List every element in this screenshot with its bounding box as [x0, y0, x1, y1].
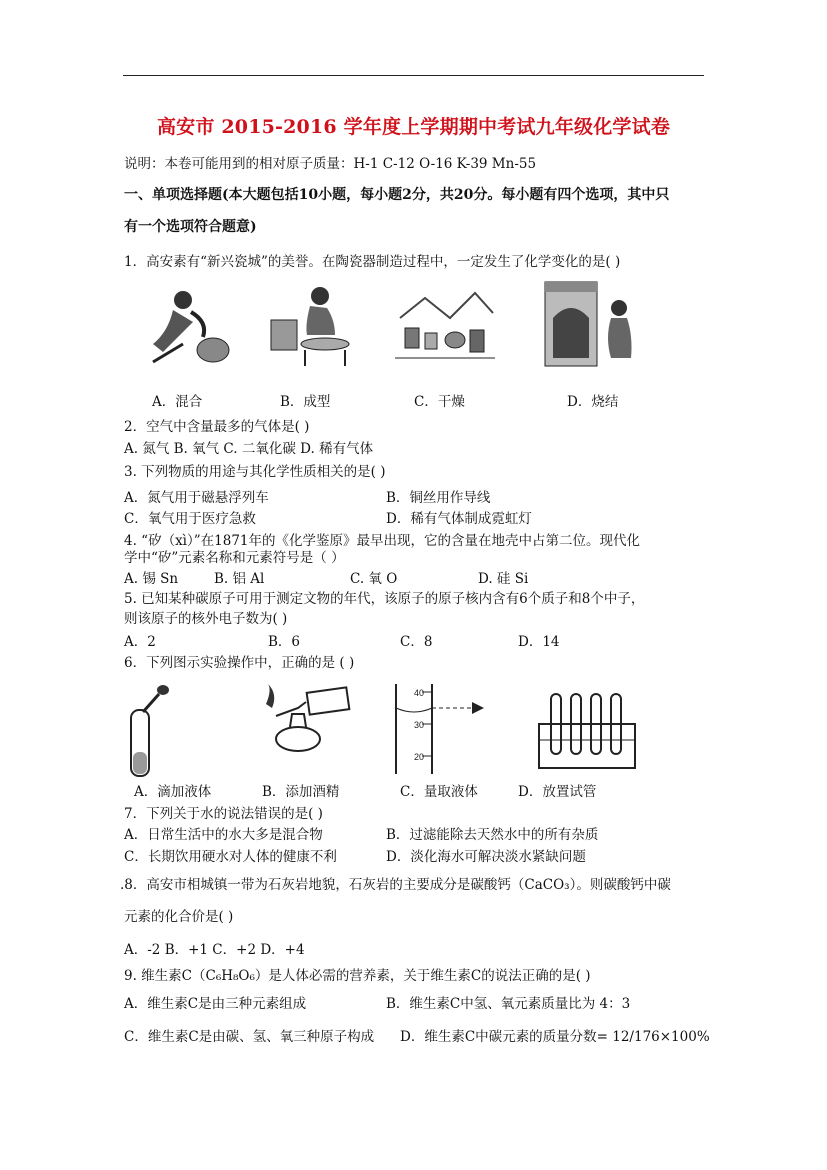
q3-option-d: D．稀有气体制成霓虹灯 [386, 511, 532, 527]
q3-option-c: C．氧气用于医疗急救 [124, 511, 256, 527]
section-heading-line2: 有一个选项符合题意) [124, 219, 257, 235]
q4-option-d: D. 硅 Si [478, 571, 529, 587]
q9-option-b: B．维生素C中氢、氧元素质量比为 4：3 [386, 996, 631, 1012]
question-2-stem: 2．空气中含量最多的气体是( ) [124, 419, 310, 435]
q7-option-d: D．淡化海水可解决淡水紧缺问题 [386, 849, 586, 865]
question-8-options: A．-2 B．+1 C．+2 D．+4 [124, 942, 305, 958]
q6-option-d: D．放置试管 [518, 784, 597, 800]
q4-option-c: C. 氧 O [350, 571, 398, 587]
question-5-line1: 5. 已知某种碳原子可用于测定文物的年代，该原子的原子核内含有6个质子和8个中子， [124, 591, 645, 607]
q1-option-d: D．烧结 [567, 394, 619, 410]
q1-option-a: A．混合 [152, 394, 203, 410]
q5-option-b: B．6 [268, 634, 301, 650]
exam-note: 说明：本卷可能用到的相对原子质量：H-1 C-12 O-16 K-39 Mn-55 [124, 156, 537, 172]
q6-option-a: A．滴加液体 [134, 784, 212, 800]
page-title: 高安市 2015-2016 学年度上学期期中考试九年级化学试卷 [156, 116, 671, 138]
cylinder-tick-20: 20 [414, 752, 425, 762]
q1-option-c: C．干燥 [414, 394, 465, 410]
q6-option-b: B．添加酒精 [262, 784, 340, 800]
q3-option-b: B．铜丝用作导线 [386, 490, 491, 506]
q5-option-d: D．14 [518, 634, 560, 650]
q6-option-c: C．量取液体 [400, 784, 478, 800]
q7-option-a: A．日常生活中的水大多是混合物 [124, 827, 323, 843]
question-3-stem: 3. 下列物质的用途与其化学性质相关的是( ) [124, 464, 386, 480]
q3-option-a: A．氮气用于磁悬浮列车 [124, 490, 269, 506]
q5-option-c: C．8 [400, 634, 433, 650]
question-8-line1: .8．高安市相城镇一带为石灰岩地貌，石灰岩的主要成分是碳酸钙（CaCO₃）。则碳酸钙中碳 [120, 877, 671, 893]
figure-mixing [143, 282, 233, 372]
question-1-stem: 1．高安素有“新兴瓷城”的美誉。在陶瓷器制造过程中，一定发生了化学变化的是( ) [124, 254, 621, 270]
q4-option-b: B. 铝 Al [214, 571, 265, 587]
question-4-line2: 学中“矽”元素名称和元素符号是（ ） [124, 550, 345, 566]
question-6-stem: 6．下列图示实验操作中，正确的是 ( ) [124, 655, 355, 671]
figure-firing [541, 278, 641, 370]
q9-option-c: C．维生素C是由碳、氢、氧三种原子构成 [124, 1029, 375, 1045]
header-rule [123, 75, 704, 76]
q7-option-b: B．过滤能除去天然水中的所有杂质 [386, 827, 599, 843]
q5-option-a: A．2 [124, 634, 156, 650]
figure-dropper [125, 680, 175, 780]
figure-alcohol-lamp [258, 684, 353, 754]
question-2-options: A. 氮气 B. 氧气 C. 二氧化碳 D. 稀有气体 [124, 441, 374, 457]
cylinder-tick-40: 40 [414, 688, 425, 698]
q9-option-d: D．维生素C中碳元素的质量分数= 12/176×100% [400, 1029, 710, 1045]
cylinder-tick-30: 30 [414, 720, 425, 730]
question-5-line2: 则该原子的核外电子数为( ) [124, 611, 288, 627]
question-9-stem: 9. 维生素C（C₆H₈O₆）是人体必需的营养素，关于维生素C的说法正确的是( ) [124, 968, 591, 984]
section-heading-line1: 一、单项选择题(本大题包括10小题，每小题2分，共20分。每小题有四个选项，其中只 [124, 187, 670, 203]
q9-option-a: A．维生素C是由三种元素组成 [124, 996, 307, 1012]
question-8-line2: 元素的化合价是( ) [124, 909, 234, 925]
figure-graduated-cylinder [392, 684, 492, 774]
question-4-line1: 4. “矽（xì）”在1871年的《化学鉴原》最早出现，它的含量在地壳中占第二位。现代化 [124, 533, 641, 549]
figure-shaping [265, 280, 365, 370]
figure-test-tube-rack [535, 690, 640, 772]
q1-option-b: B．成型 [280, 394, 331, 410]
q4-option-a: A. 锡 Sn [124, 571, 179, 587]
q7-option-c: C．长期饮用硬水对人体的健康不利 [124, 849, 337, 865]
figure-drying [395, 278, 495, 370]
question-7-stem: 7．下列关于水的说法错误的是( ) [124, 806, 323, 822]
